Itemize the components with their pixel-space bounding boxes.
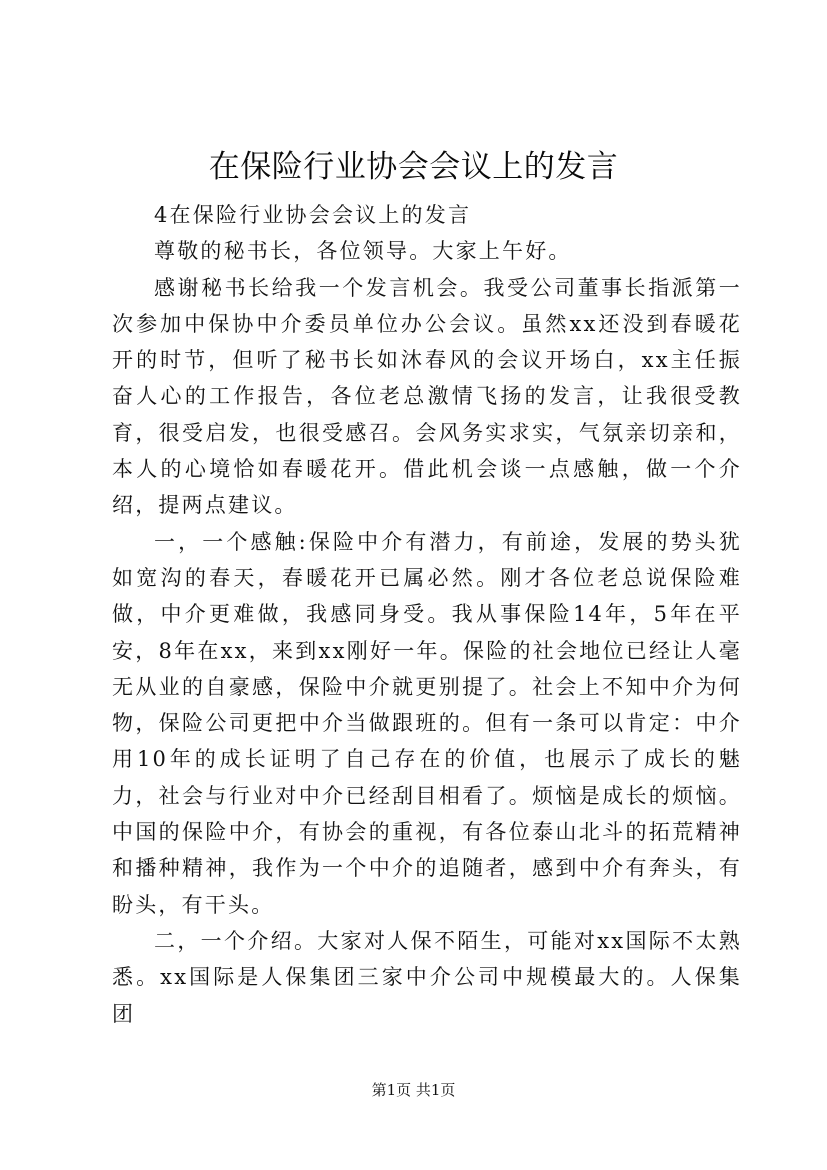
paragraph-greeting: 尊敬的秘书长，各位领导。大家上午好。 — [154, 239, 572, 264]
document-title: 在保险行业协会会议上的发言 — [208, 149, 619, 185]
paragraph-point-two: 二，一个介绍。大家对人保不陌生，可能对xx国际不太熟悉。xx国际是人保集团三家中介公司中规模最大的。人保集团 — [112, 928, 742, 1026]
page-footer: 第1页 共1页 — [371, 1081, 456, 1099]
paragraph-point-one: 一，一个感触:保险中介有潜力，有前途，发展的势头犹如宽沟的春天，春暖花开已属必然。刚才各位老总说保险难做，中介更难做，我感同身受。我从事保险14年，5年在平安，8年在xx，来到xx刚好一年。保险的社会地位已经让人毫无从业的自豪感，保险中介就更别提了。社会上不知中介为何物，保险公司更把中介当做跟班的。但有一条可以肯定：中介用10年的成长证明了自己存在的价值，也展示了成长的魅力，社会与行业对中介已经刮目相看了。烦恼是成长的烦恼。中国的保险中介，有协会的重视，有各位泰山北斗的拓荒精神和播种精神，我作为一个中介的追随者，感到中介有奔头，有盼头，有干头。 — [112, 529, 742, 917]
paragraph-thanks: 感谢秘书长给我一个发言机会。我受公司董事长指派第一次参加中保协中介委员单位办公会议。虽然xx还没到春暖花开的时节，但听了秘书长如沐春风的会议开场白，xx主任振奋人心的工作报告，各位老总激情飞扬的发言，让我很受教育，很受启发，也很受感召。会风务实求实，气氛亲切亲和，本人的心境恰如春暖花开。借此机会谈一点感触，做一个介绍，提两点建议。 — [112, 275, 742, 518]
document-body — [112, 197, 742, 1032]
paragraph-subtitle: 4在保险行业协会会议上的发言 — [154, 203, 472, 227]
